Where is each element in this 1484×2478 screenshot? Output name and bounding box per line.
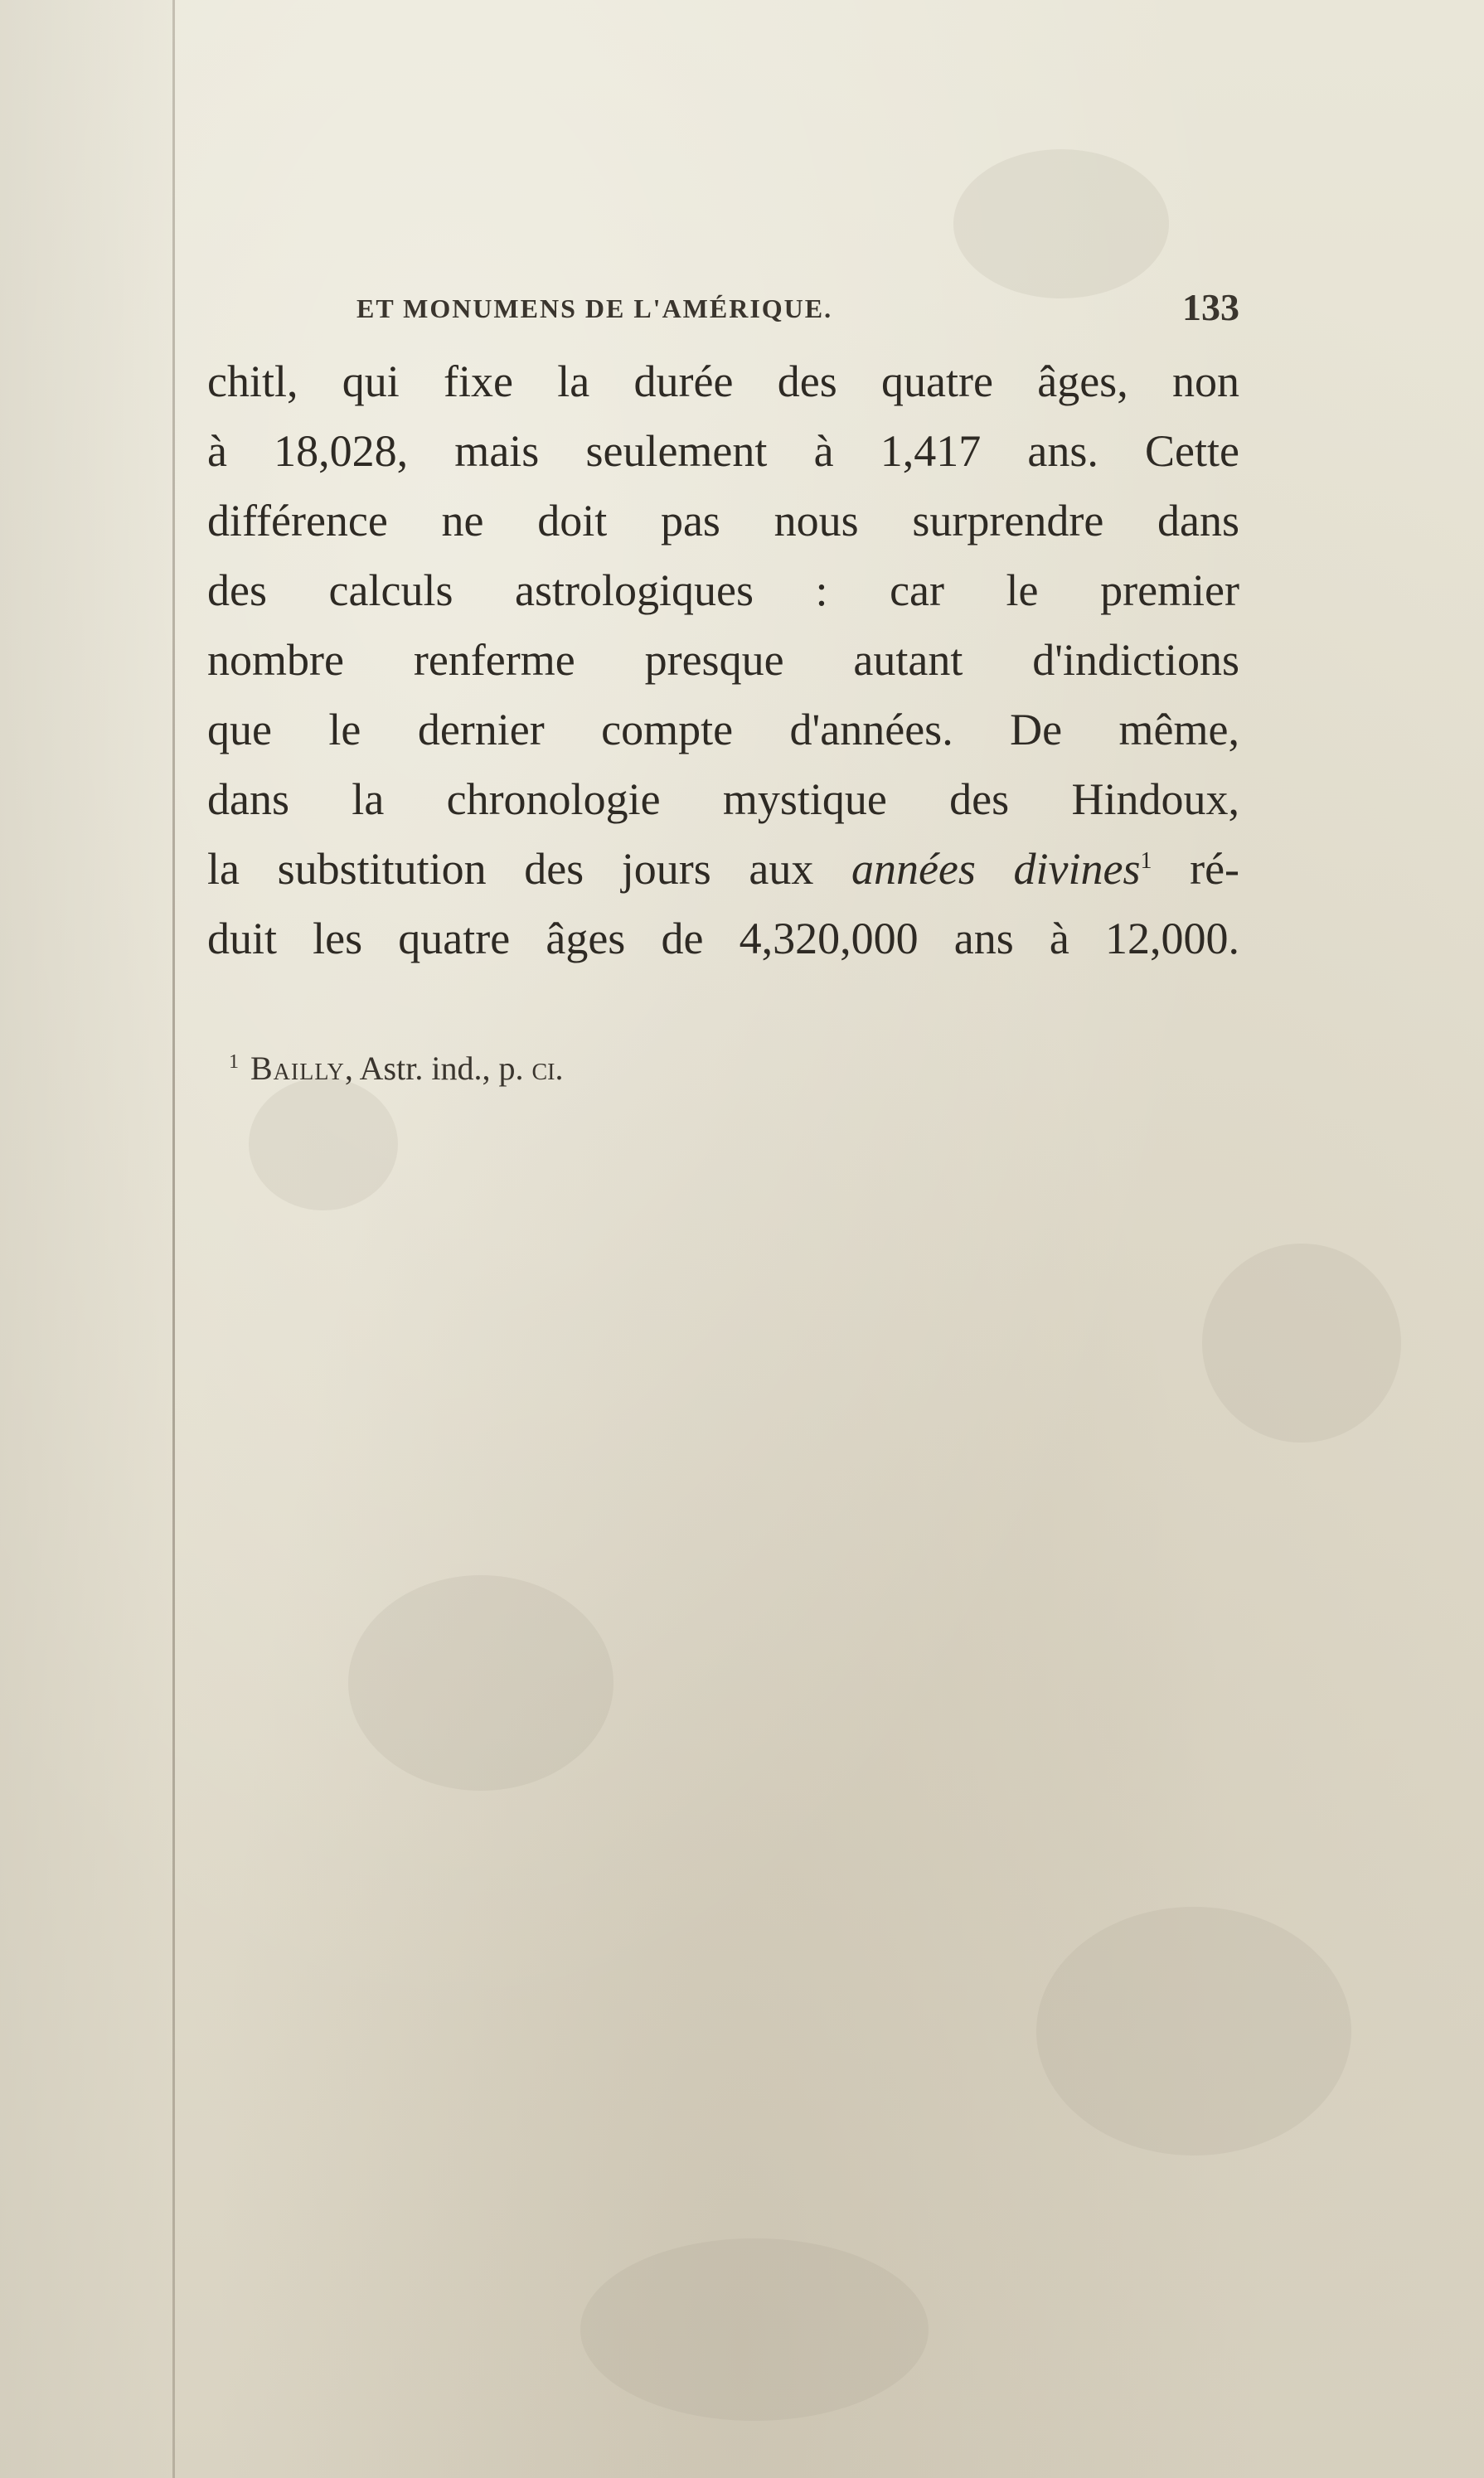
text-line: dans la chronologie mystique des Hindoux, bbox=[207, 774, 1239, 824]
body-paragraph bbox=[207, 347, 1239, 973]
text-line: nombre renferme presque autant d'indictions bbox=[207, 635, 1239, 685]
text-line: différence ne doit pas nous surprendre dans bbox=[207, 496, 1239, 546]
text-segment: ré- bbox=[1152, 844, 1240, 894]
text-line: chitl, qui fixe la durée des quatre âges, non bbox=[207, 356, 1239, 406]
running-title: ET MONUMENS DE L'AMÉRIQUE. bbox=[356, 293, 833, 323]
text-segment: la substitution des jours aux bbox=[207, 844, 851, 894]
text-line: que le dernier compte d'années. De même, bbox=[207, 705, 1239, 754]
footnote-reference: 1 bbox=[1140, 848, 1152, 874]
page-gutter-shade bbox=[0, 0, 172, 2478]
footnote bbox=[229, 1049, 563, 1088]
footnote-page: ci. bbox=[531, 1050, 564, 1087]
footnote-author: Bailly bbox=[250, 1050, 345, 1087]
foxing-spot bbox=[580, 2238, 929, 2421]
page-number: 133 bbox=[1182, 286, 1239, 328]
footnote-marker: 1 bbox=[229, 1050, 239, 1073]
foxing-spot bbox=[249, 1078, 398, 1210]
footnote-citation: , Astr. ind., p. bbox=[344, 1050, 524, 1087]
foxing-spot bbox=[1202, 1244, 1401, 1443]
foxing-spot bbox=[953, 149, 1169, 298]
foxing-spot bbox=[348, 1575, 613, 1791]
page-gutter-line bbox=[172, 0, 175, 2478]
text-line: duit les quatre âges de 4,320,000 ans à 12,000. bbox=[207, 914, 1239, 963]
text-line: à 18,028, mais seulement à 1,417 ans. Cette bbox=[207, 426, 1239, 476]
text-line: des calculs astrologiques : car le premier bbox=[207, 565, 1239, 615]
text-line bbox=[207, 834, 1239, 904]
italic-phrase: années divines bbox=[851, 844, 1141, 894]
running-header bbox=[356, 282, 1239, 340]
foxing-spot bbox=[1036, 1907, 1351, 2156]
